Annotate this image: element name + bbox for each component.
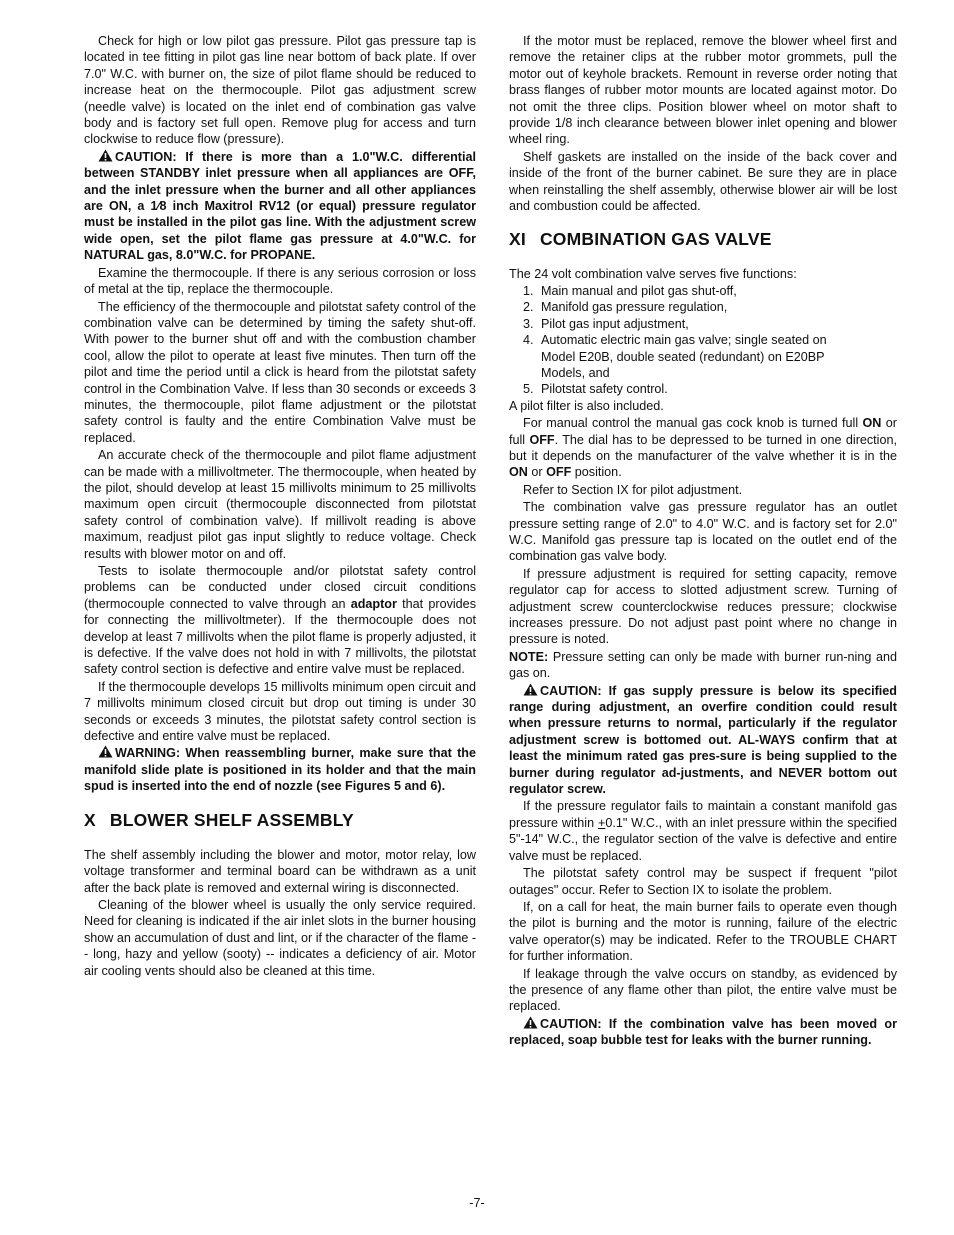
list-item-continuation: Model E20B, double seated (redundant) on E20BP <box>541 349 825 364</box>
soap-bubble-caution-block <box>509 1016 897 1049</box>
manual-control-text-b: or full <box>509 416 897 447</box>
shelf-assembly-paragraph: The shelf assembly including the blower and motor, motor relay, low voltage transformer and terminal board can be withdrawn as a unit after the back plate is removed and external wiring is disconnected. <box>84 847 476 895</box>
regulator-failure-paragraph <box>509 798 897 864</box>
off-term: OFF <box>529 432 555 447</box>
standby-leakage-paragraph: If leakage through the valve occurs on standby, as evidenced by the presence of any flame other than pilot, the entire valve must be replaced. <box>509 966 897 1014</box>
section-xi-heading <box>509 228 897 250</box>
regulator-failure-text-b: 0.1" W.C., with an inlet pressure within the specified 5"-14" W.C., the regulator section of the valve is defective and entire valve must be replaced. <box>509 815 897 863</box>
pressure-adjustment-paragraph: If pressure adjustment is required for setting capacity, remove regulator cap for access to slotted adjustment screw. Turning of adjustment screw counterclockwise reduces pressure; clockwise increases pressure. Do not adjust past point where no change in pressure is noted. <box>509 566 897 647</box>
warning-triangle-icon <box>523 1016 538 1029</box>
warning-triangle-icon <box>523 683 538 696</box>
on-term: ON <box>862 416 882 431</box>
regulator-range-paragraph: The combination valve gas pressure regulator has an outlet pressure setting range of 2.0" to 4.0" W.C. and is factory set for 2.0" W.C. Manifold gas pressure tap is located on the outlet end of the combination gas valve body. <box>509 500 897 564</box>
motor-replace-paragraph: If the motor must be replaced, remove the blower wheel first and remove the retainer clips at the rubber motor grommets, pull the motor out of keyhole brackets. Remount in reverse order noting that brass flanges of rubber motor mounts are located against motor. Do not omit the three clips. Position blower wheel on motor shaft to provide 1/8 inch clearance between blower inlet opening and blower wheel ring. <box>509 34 897 147</box>
efficiency-paragraph: The efficiency of the thermocouple and pilotstat safety control of the combination valve can be determined by timing the safety shut-off. With power to the burner shut off and with the combustion chamber cool, allow the pilot to operate at least five minutes. Then turn off the pilot and time the period until a click is heard from the pilotstat safety control in the Combination Valve. If less than 30 seconds or exceeds 3 minutes, the thermocouple, pilot flame adjustment or the pilotstat safety control is faulty and the entire Combination Valve must be replaced. <box>84 299 476 445</box>
warning-triangle-icon <box>98 745 113 758</box>
note-text: Pressure setting can only be made with burner run-ning and gas on. <box>509 649 897 681</box>
warning-triangle-icon <box>98 149 113 162</box>
list-number: 5. <box>523 382 534 397</box>
call-for-heat-paragraph: If, on a call for heat, the main burner fails to operate even though the pilot is burning and the motor is running, failure of the electric valve operator(s) may be indicated. Refer to the TROUBLE CHART for further information. <box>509 899 897 964</box>
isolate-tests-text-b: that provides for connecting the millivoltmeter). If the thermocouple does not develop at least 7 millivolts when the pilot flame is properly adjusted, it is defective. If the valve does not hold in with 7 millivolts, the pilotstat safety control section is defective and entire valve must be replaced. <box>84 596 476 677</box>
manual-control-text-c: . The dial has to be depressed to be turned in one direction, but it depends on the manufacturer of the valve whether it is in the <box>509 432 897 463</box>
soap-bubble-caution-text: CAUTION: If the combination valve has been moved or replaced, soap bubble test for leaks with the burner running. <box>509 1016 897 1048</box>
off-term: OFF <box>546 465 572 480</box>
note-paragraph <box>509 649 897 682</box>
shelf-gaskets-paragraph: Shelf gaskets are installed on the inside of the back cover and inside of the front of the burner cabinet. Be sure they are in place when reinstalling the shelf assembly, otherwise blower air will be lost and combustion could be affected. <box>509 149 897 214</box>
left-column <box>84 33 476 980</box>
list-item <box>509 299 897 315</box>
plus-minus-sign: + <box>597 815 606 830</box>
section-x-number: X <box>84 809 96 830</box>
page-number: -7- <box>469 1196 485 1210</box>
manual-control-text-d: or <box>527 465 547 480</box>
on-term: ON <box>509 465 528 480</box>
list-item <box>509 316 897 332</box>
list-number: 2. <box>523 300 534 315</box>
section-xi-title: COMBINATION GAS VALVE <box>539 229 772 250</box>
dropout-timing-paragraph: If the thermocouple develops 15 millivolts minimum open circuit and 7 millivolts minimum closed circuit but drop out timing is under 30 seconds or exceeds 3 minutes, the pilotstat safety control section is defective and entire valve must be replaced. <box>84 679 476 744</box>
list-item <box>509 283 897 299</box>
list-item-continuation: Models, and <box>541 365 610 380</box>
list-number: 3. <box>523 316 534 331</box>
list-number: 1. <box>523 283 534 298</box>
list-item-text: Manifold gas pressure regulation, <box>541 300 728 315</box>
pilot-pressure-paragraph: Check for high or low pilot gas pressure. Pilot gas pressure tap is located in tee fitting in pilot gas line near bottom of back plate. If over 7.0" W.C. with burner on, the size of pilot flame should be reduced to increase heat on the thermocouple. Pilot gas adjustment screw (needle valve) is located on the inlet end of combination gas valve body and is factory set full open. Remove plug for access and turn clockwise to reduce flow (pressure). <box>84 34 476 147</box>
manual-control-text-a: For manual control the manual gas cock knob is turned full <box>523 416 863 431</box>
list-item-text: Pilot gas input adjustment, <box>541 316 689 331</box>
list-item-text: Main manual and pilot gas shut-off, <box>541 283 737 298</box>
supply-pressure-caution-block <box>509 683 897 798</box>
list-item-text: Automatic electric main gas valve; single seated on <box>541 333 827 348</box>
regulator-failure-text-a: If the pressure regulator fails to maintain a constant manifold gas pressure within <box>509 799 897 830</box>
right-column <box>509 33 897 1050</box>
pilot-caution-block <box>84 149 476 264</box>
refer-section-ix-line: Refer to Section IX for pilot adjustment. <box>523 482 743 497</box>
isolate-tests-text-a: Tests to isolate thermocouple and/or pilotstat safety control problems can be conducted under closed circuit conditions (thermocouple connected to valve through an <box>84 564 476 611</box>
pilot-caution-text: CAUTION: If there is more than a 1.0"W.C. differential between STANDBY inlet pressure when all appliances are OFF, and the inlet pressure when the burner and all other appliances are ON, a 1⁄8 inch Maxitrol RV12 (or equal) pressure regulator must be installed in the pilot gas line. With the adjustment screw wide open, set the pilot flame gas pressure at 4.0"W.C. for NATURAL gas, 8.0"W.C. for PROPANE. <box>84 149 476 263</box>
pilot-outages-paragraph: The pilotstat safety control may be suspect if frequent "pilot outages" occur. Refer to Section IX to isolate the problem. <box>509 866 897 897</box>
adaptor-term: adaptor <box>350 596 397 611</box>
blower-cleaning-paragraph: Cleaning of the blower wheel is usually the only service required. Need for cleaning is indicated if the air inlet slots in the burner housing show an accumulation of dust and lint, or if the character of the flame -- long, hazy and yellow (sooty) -- indicates a deficiency of air. Motor air cooling vents should also be cleaned at this time. <box>84 897 477 978</box>
list-number: 4. <box>523 333 534 348</box>
note-label: NOTE: <box>509 649 549 664</box>
reassembly-warning-block <box>84 745 476 794</box>
list-item-text: Pilotstat safety control. <box>541 382 668 397</box>
functions-list <box>509 283 897 398</box>
section-x-title: BLOWER SHELF ASSEMBLY <box>109 809 354 830</box>
isolate-tests-paragraph <box>84 563 476 678</box>
reassembly-warning-text: WARNING: When reassembling burner, make sure that the manifold slide plate is positioned in its holder and that the main spud is inserted into the end of nozzle (see Figures 5 and 6). <box>84 746 476 794</box>
pilot-filter-line: A pilot filter is also included. <box>509 398 664 413</box>
section-x-heading <box>84 809 476 831</box>
list-item <box>509 332 897 381</box>
manual-control-text-e: position. <box>571 465 622 480</box>
list-item <box>509 381 897 397</box>
functions-intro: The 24 volt combination valve serves five functions: <box>509 267 797 282</box>
millivolt-check-paragraph: An accurate check of the thermocouple and pilot flame adjustment can be made with a millivoltmeter. The thermocouple, when heated by the pilot, should develop at least 15 millivolts minimum to 25 millivolts maximum open circuit (thermocouple disconnected from pilotstat safety control of combination valve). If millivolt reading is above maximum, readjust pilot gas input slightly to reduce voltage. Check results with blower motor on and off. <box>84 448 476 561</box>
manual-control-paragraph <box>509 415 897 481</box>
thermocouple-exam-paragraph: Examine the thermocouple. If there is any serious corrosion or loss of metal at the tip, replace the thermocouple. <box>84 265 476 297</box>
supply-pressure-caution-text: CAUTION: If gas supply pressure is below its specified range during adjustment, an overfire condition could result when pressure returns to normal, particularly if the regulator adjustment screw is bottomed out. AL-WAYS confirm that at least the minimum rated gas pres-sure is being supplied to the burner during regulator ad-justments, and NEVER bottom out regulator screw. <box>509 683 897 797</box>
section-xi-number: XI <box>509 229 526 250</box>
